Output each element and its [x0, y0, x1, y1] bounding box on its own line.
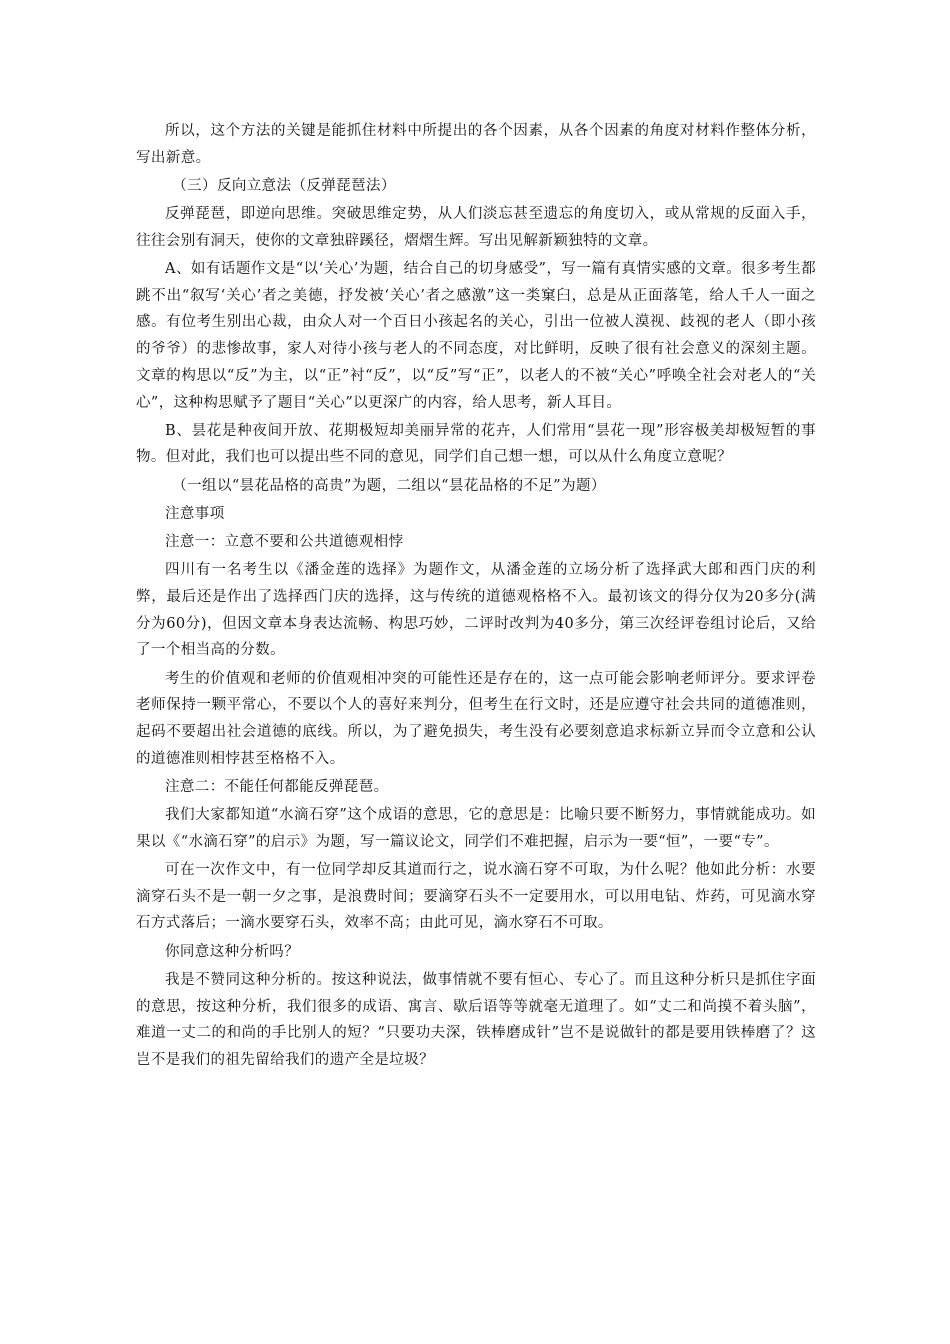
paragraph-key-factors: 所以，这个方法的关键是能抓住材料中所提出的各个因素，从各个因素的角度对材料作整体分析，写出新意。: [136, 123, 816, 166]
section-heading-reverse-method: （三）反向立意法（反弹琵琶法）: [172, 177, 396, 194]
document-page: [136, 118, 816, 1075]
paragraph-values-conflict: 考生的价值观和老师的价值观相冲突的可能性还是存在的，这一点可能会影响老师评分。要求评卷老师保持一颗平常心，不要以个人的喜好来判分，但考生在行文时，还是应遵守社会共同的道德准则，起码不要超出社会道德的底线。所以，为了避免损失，考生没有必要刻意追求标新立异而令立意和公认的道德准则相悖甚至格格不入。: [136, 670, 816, 767]
paragraph-example-b: B、昙花是种夜间开放、花期极短却美丽异常的花卉，人们常用“昙花一现”形容极美却极短暂的事物。但对此，我们也可以提出些不同的意见，同学们自己想一想，可以从什么角度立意呢？: [136, 422, 816, 466]
heading-note-one: 注意一：立意不要和公共道德观相悖: [165, 534, 404, 551]
paragraph-group-topics: （一组以“昙花品格的高贵”为题，二组以“昙花品格的不足”为题）: [172, 477, 606, 494]
paragraph-question: 你同意这种分析吗？: [165, 943, 300, 960]
heading-notes: 注意事项: [165, 505, 225, 522]
paragraph-student-analysis: 可在一次作文中，有一位同学却反其道而行之，说水滴石穿不可取，为什么呢？他如此分析：水要滴穿石头不是一朝一夕之事，是浪费时间；要滴穿石头不一定要用水，可以用电钻、炸药，可见滴水穿石方式落后；一滴水要穿石头，效率不高；由此可见，滴水穿石不可取。: [136, 861, 816, 932]
paragraph-dripping-water: 我们大家都知道“水滴石穿”这个成语的意思，它的意思是：比喻只要不断努力，事情就能成功。如果以《“水滴石穿”的启示》为题，写一篇议论文，同学们不难把握，启示为一要“恒”，一要“专”。: [136, 807, 816, 850]
paragraph-sichuan-example: 四川有一名考生以《潘金莲的选择》为题作文，从潘金莲的立场分析了选择武大郎和西门庆的利弊，最后还是作出了选择西门庆的选择，这与传统的道德观格格不入。最初该文的得分仅为20多分(满分为60分)，但因文章本身表达流畅、构思巧妙，二评时改判为40多分，第三次经评卷组讨论后，又给了一个相当高的分数。: [136, 562, 816, 659]
paragraph-disagree: 我是不赞同这种分析的。按这种说法，做事情就不要有恒心、专心了。而且这种分析只是抓住字面的意思，按这种分析，我们很多的成语、寓言、歇后语等等就毫无道理了。如“丈二和尚摸不着头脑”，难道一丈二的和尚的手比别人的短？“只要功夫深，铁棒磨成针”岂不是说做针的都是要用铁棒磨了？这岂不是我们的祖先留给我们的遗产全是垃圾？: [136, 971, 816, 1068]
paragraph-reverse-thinking: 反弹琵琶，即逆向思维。突破思维定势，从人们淡忘甚至遗忘的角度切入，或从常规的反面入手，往往会别有洞天，使你的文章独辟蹊径，熠熠生辉。写出见解新颖独特的文章。: [136, 206, 816, 249]
heading-note-two: 注意二：不能任何都能反弹琵琶。: [165, 778, 389, 795]
paragraph-example-a: A、如有话题作文是“以‘关心’为题，结合自己的切身感受”，写一篇有真情实感的文章。很多考生都跳不出“叙写‘关心’者之美德，抒发被‘关心’者之感激”这一类窠臼，总是从正面落笔，给人千人一面之感。有位考生别出心裁，由众人对一个百日小孩起名的关心，引出一位被人漠视、歧视的老人（即小孩的爷爷）的悲惨故事，家人对待小孩与老人的不同态度，对比鲜明，反映了很有社会意义的深刻主题。文章的构思以“反”为主，以“正”衬“反”，以“反”写“正”，以老人的不被“关心”呼唤全社会对老人的“关心”，这种构思赋予了题目“关心”以更深广的内容，给人思考，新人耳目。: [136, 261, 816, 411]
